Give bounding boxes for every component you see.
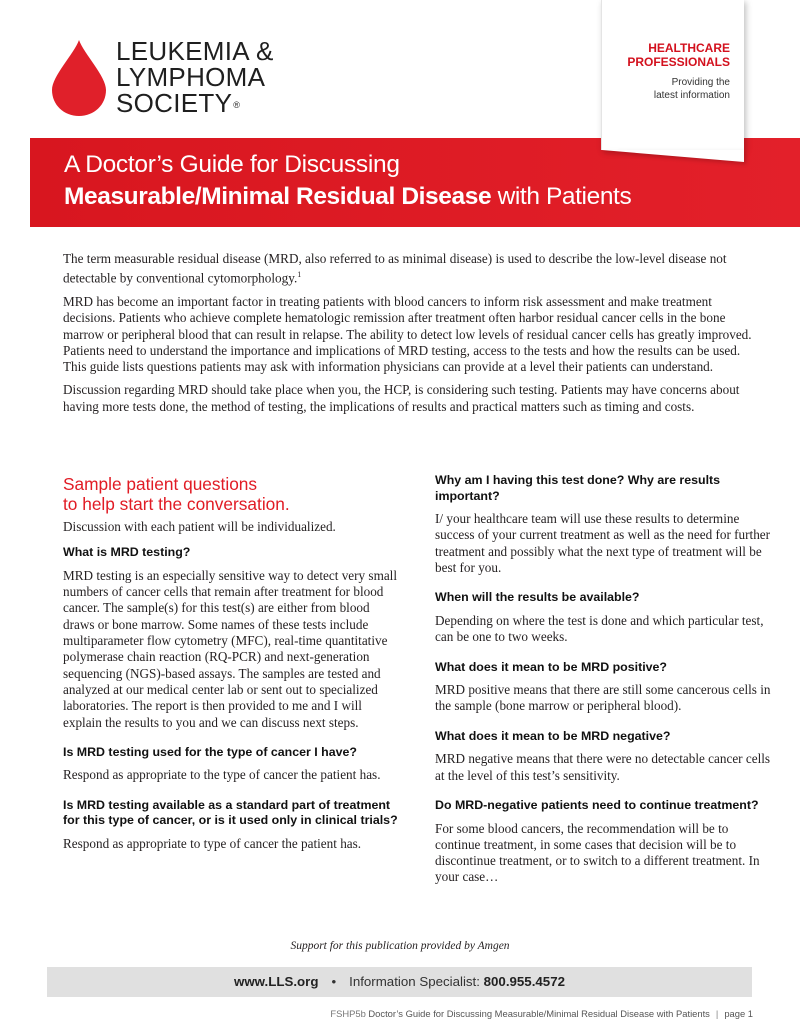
lls-logo — [52, 38, 312, 118]
question-heading: Is MRD testing available as a standard part of treatment for this type of cancer, or is it used only in clinical trials? — [63, 797, 398, 828]
reference-marker: 1 — [297, 270, 302, 280]
question-heading: Is MRD testing used for the type of cancer I have? — [63, 744, 357, 759]
intro-paragraph-2: MRD has become an important factor in treating patients with blood cancers to inform risk assessment and make treatment decisions. Patients who achieve complete hematologic remission after treatment often harbor residual cancer cells in the bone marrow or peripheral blood that can result in relapse. The ability to detect low levels of residual cancer cells has greatly improved. Patients need to understand the importance and implications of MRD testing, access to the tests and how the results can be used. This guide lists questions patients may ask with information physicians can provide at a level their patients can understand. — [63, 293, 752, 375]
logo-line-3: SOCIETY — [116, 88, 233, 118]
answer-text: MRD positive means that there are still some cancerous cells in the sample (bone marrow or peripheral blood). — [435, 682, 771, 714]
question-heading: Why am I having this test done? Why are results important? — [435, 473, 721, 503]
blood-drop-icon — [52, 40, 106, 116]
document-footer — [330, 1008, 753, 1019]
website-link[interactable]: www.LLS.org — [234, 974, 319, 989]
answer-text: MRD testing is an especially sensitive way to detect very small numbers of cancer cells that remain after treatment for blood cancer. The sample(s) for this test(s) are either from blood draws or bone marrow. Some names of these tests include multiparameter flow cytometry (MFC), real-time quantitative polymerase chain reaction (RQ-PCR) and next-generation sequencing (NGS)-based assays. The samples are tested and analyzed at our medical center lab or sent out to specialized laboratories. The report is then provided to me and I will explain the results to you and we can discuss next steps. — [63, 567, 398, 730]
hcp-tab-subtitle: Providing the latest information — [653, 77, 730, 101]
answer-text: MRD negative means that there were no detectable cancer cells at the level of this test’s sensitivity. — [435, 751, 771, 783]
document-title: Doctor’s Guide for Discussing Measurable/Minimal Residual Disease with Patients — [365, 1008, 710, 1019]
tab-fold — [602, 150, 744, 162]
banner-title-line-1: A Doctor’s Guide for Discussing — [64, 151, 400, 178]
individualized-note: Discussion with each patient will be individualized. — [63, 519, 336, 534]
question-heading: When will the results be available? — [435, 590, 640, 605]
question-heading: What does it mean to be MRD positive? — [435, 659, 667, 674]
answer-text: I/ your healthcare team will use these results to determine success of your current treatment as well as the need for further treatment and possibly what the next type of treatment will be best for you. — [435, 511, 771, 576]
logo-line-1: LEUKEMIA & — [116, 36, 274, 66]
contact-bar — [47, 967, 752, 997]
hcp-tab-title: HEALTHCARE PROFESSIONALS — [627, 41, 730, 69]
answer-text: Respond as appropriate to the type of cancer the patient has. — [63, 767, 381, 783]
left-column — [63, 474, 401, 866]
intro-paragraph-3: Discussion regarding MRD should take place when you, the HCP, is considering such testing. Patients may have concerns about having more tests done, the method of testing, the implications of results and practical matters such as timing and costs. — [63, 382, 740, 414]
sample-questions-heading: Sample patient questions to help start the conversation. — [63, 474, 290, 514]
bullet-separator: • — [331, 974, 337, 989]
answer-text: For some blood cancers, the recommendation will be to continue treatment, in some cases that decision will be to discontinue treatment, or to switch to a different treatment. In your case… — [435, 820, 760, 885]
info-specialist-label: Information Specialist: — [349, 974, 484, 989]
question-heading: Do MRD-negative patients need to continue treatment? — [435, 797, 759, 812]
logo-wordmark — [116, 38, 274, 116]
intro-section — [63, 251, 753, 422]
answer-text: Respond as appropriate to type of cancer the patient has. — [63, 835, 362, 851]
question-heading: What does it mean to be MRD negative? — [435, 728, 671, 743]
logo-line-2: LYMPHOMA — [116, 62, 266, 92]
banner-title-line-2: Measurable/Minimal Residual Disease with Patients — [64, 183, 632, 210]
phone-number[interactable]: 800.955.4572 — [483, 974, 565, 989]
answer-text: Depending on where the test is done and which particular test, can be one to two weeks. — [435, 612, 764, 645]
question-heading: What is MRD testing? — [63, 545, 191, 560]
document-code: FSHP5b — [330, 1008, 366, 1019]
healthcare-professionals-tab — [601, 0, 744, 150]
intro-paragraph-1: The term measurable residual disease (MRD, also referred to as minimal disease) is used to describe the low-level disease not detectable by conventional cytomorphology.$^1$ — [63, 251, 727, 286]
right-column — [435, 473, 773, 900]
registered-mark: ® — [233, 100, 241, 110]
footer-separator: | — [715, 1008, 719, 1019]
support-credit: Support for this publication provided by Amgen — [290, 940, 510, 952]
page-number: page 1 — [724, 1008, 753, 1019]
